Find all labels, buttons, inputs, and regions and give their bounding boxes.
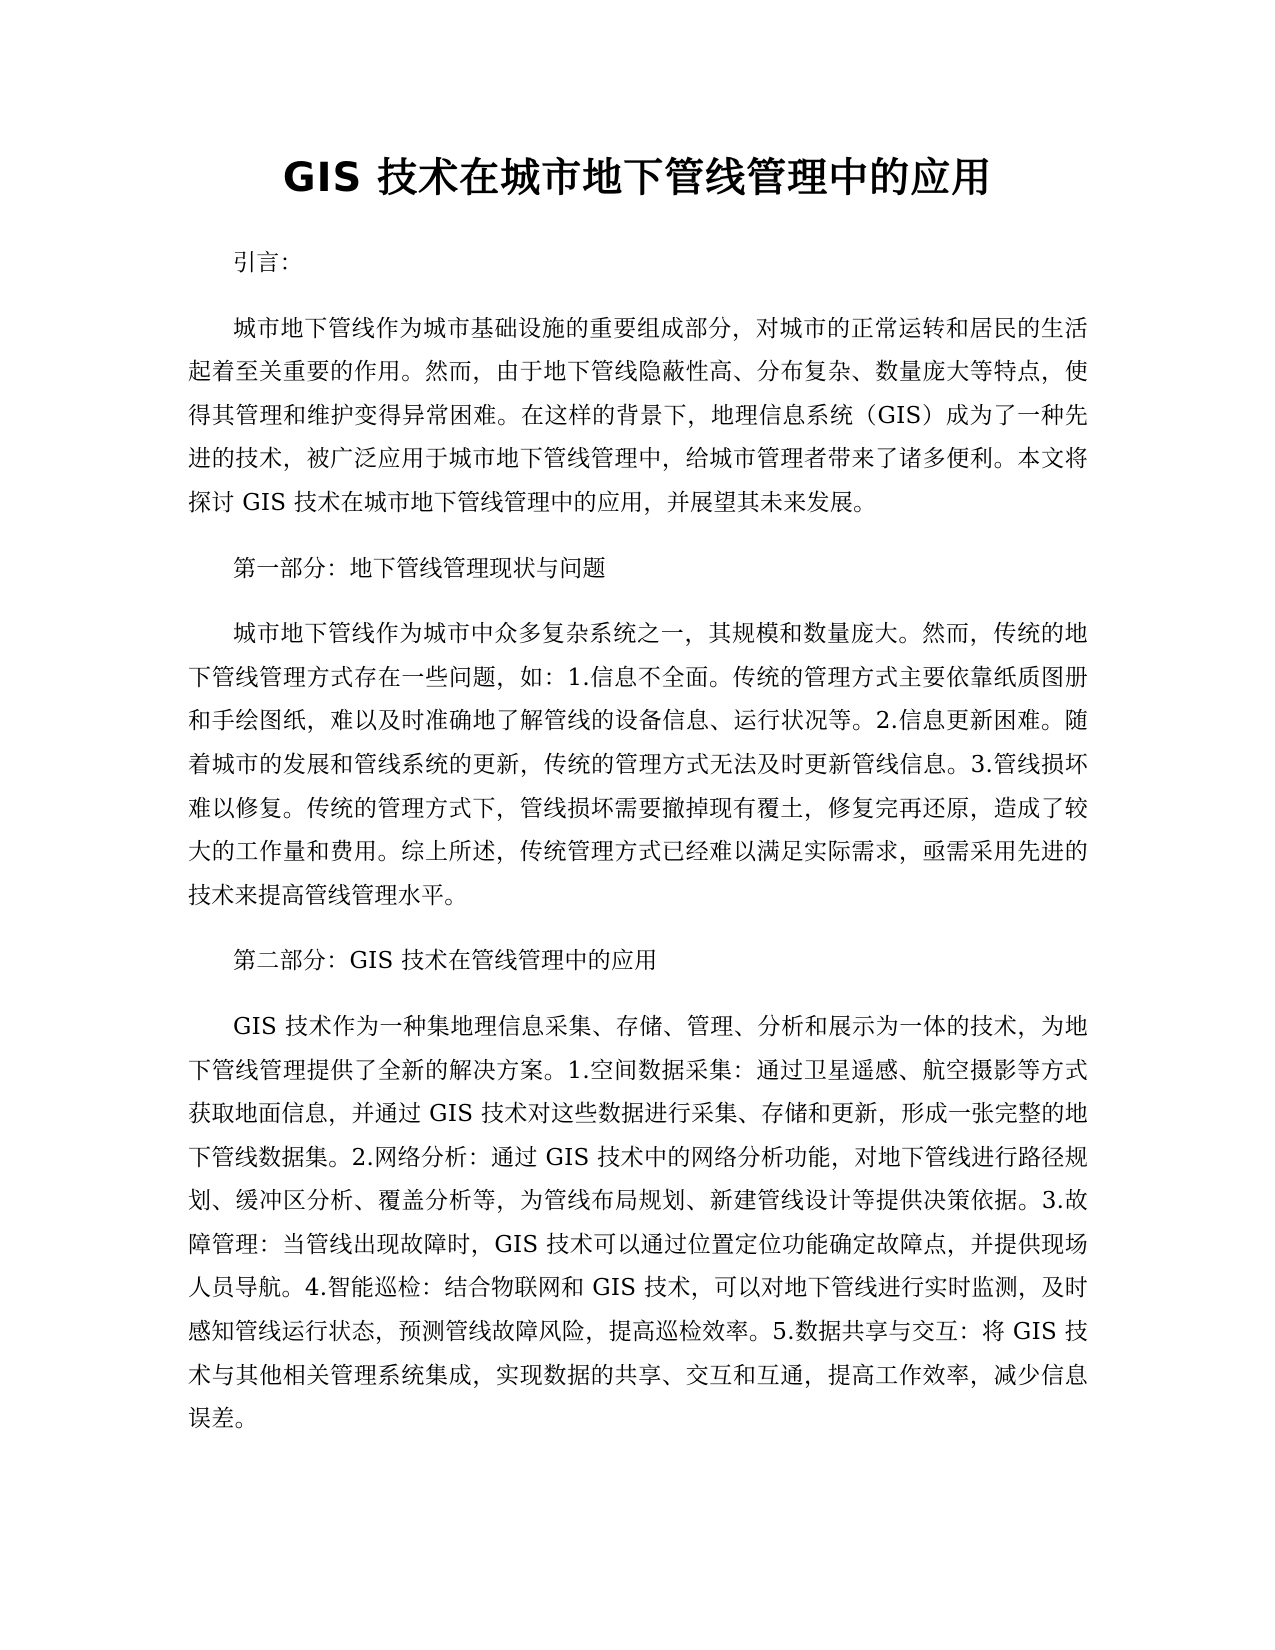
- section-one-heading: 第一部分：地下管线管理现状与问题: [233, 555, 606, 582]
- section-one-paragraph: 城市地下管线作为城市中众多复杂系统之一，其规模和数量庞大。然而，传统的地下管线管理方式存在一些问题，如：1.信息不全面。传统的管理方式主要依靠纸质图册和手绘图纸，难以及时准确地了解管线的设备信息、运行状况等。2.信息更新困难。随着城市的发展和管线系统的更新，传统的管理方式无法及时更新管线信息。3.管线损坏难以修复。传统的管理方式下，管线损坏需要撤掉现有覆土，修复完再还原，造成了较大的工作量和费用。综上所述，传统管理方式已经难以满足实际需求，亟需采用先进的技术来提高管线管理水平。: [188, 621, 1088, 909]
- section-two-heading: 第二部分：GIS 技术在管线管理中的应用: [233, 948, 658, 975]
- document-body: [188, 242, 1088, 1464]
- document-title: GIS 技术在城市地下管线管理中的应用: [282, 155, 993, 201]
- intro-heading: 引言：: [233, 250, 303, 276]
- section-two-paragraph: GIS 技术作为一种集地理信息采集、存储、管理、分析和展示为一体的技术，为地下管线管理提供了全新的解决方案。1.空间数据采集：通过卫星遥感、航空摄影等方式获取地面信息，并通过 GIS 技术对这些数据进行采集、存储和更新，形成一张完整的地下管线数据集。2.网络分析：通过 GIS 技术中的网络分析功能，对地下管线进行路径规划、缓冲区分析、覆盖分析等，为管线布局规划、新建管线设计等提供决策依据。3.故障管理：当管线出现故障时，GIS 技术可以通过位置定位功能确定故障点，并提供现场人员导航。4.智能巡检：结合物联网和 GIS 技术，可以对地下管线进行实时监测，及时感知管线运行状态，预测管线故障风险，提高巡检效率。5.数据共享与交互：将 GIS 技术与其他相关管理系统集成，实现数据的共享、交互和互通，提高工作效率，减少信息误差。: [188, 1013, 1088, 1433]
- intro-paragraph: 城市地下管线作为城市基础设施的重要组成部分，对城市的正常运转和居民的生活起着至关重要的作用。然而，由于地下管线隐蔽性高、分布复杂、数量庞大等特点，使得其管理和维护变得异常困难。在这样的背景下，地理信息系统（GIS）成为了一种先进的技术，被广泛应用于城市地下管线管理中，给城市管理者带来了诸多便利。本文将探讨 GIS 技术在城市地下管线管理中的应用，并展望其未来发展。: [188, 315, 1088, 516]
